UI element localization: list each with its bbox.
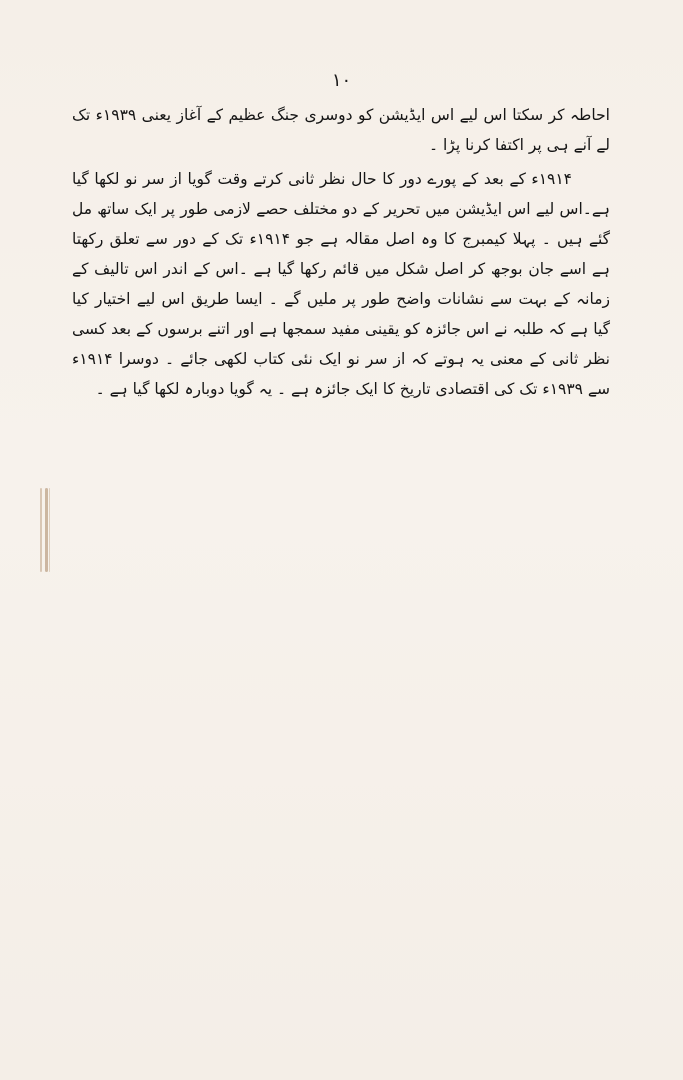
margin-stain-line [40, 488, 42, 572]
page-number: ۱۰ [331, 70, 352, 91]
paragraph-1: احاطہ کر سکتا اس لیے اس ایڈیشن کو دوسری جنگ عظیم کے آغاز یعنی ۱۹۳۹ء تک لے آنے ہی پر اکتفا کرنا پڑا ۔ [72, 106, 610, 154]
body-text [72, 100, 610, 408]
paragraph-2: ۱۹۱۴ء کے بعد کے پورے دور کا حال نظر ثانی کرتے وقت گویا از سر نو لکھا گیا ہے۔اس لیے اس ایڈیشن میں تحریر کے دو مختلف حصے لازمی طور پر ایک ساتھ مل گئے ہیں ۔ پہلا کیمبرج کا وہ اصل مقالہ ہے جو ۱۹۱۴ء تک کے دور سے تعلق رکھتا ہے اسے جان بوجھ کر اصل شکل میں قائم رکھا گیا ہے ۔اس کے اندر اس تالیف کے زمانہ کے بہت سے نشانات واضح طور پر ملیں گے ۔ ایسا طریق اس لیے اختیار کیا گیا ہے کہ طلبہ نے اس جائزہ کو یقینی مفید سمجھا ہے اور اتنے برسوں کے بعد کسی نظر ثانی کے معنی یہ ہوتے کہ از سر نو ایک نئی کتاب لکھی جائے ۔ دوسرا ۱۹۱۴ء سے ۱۹۳۹ء تک کی اقتصادی تاریخ کا ایک جائزہ ہے ۔ یہ گویا دوبارہ لکھا گیا ہے ۔ [72, 170, 611, 398]
margin-stain-line [49, 488, 50, 572]
margin-stain-line [45, 488, 48, 572]
margin-stain [36, 488, 52, 572]
